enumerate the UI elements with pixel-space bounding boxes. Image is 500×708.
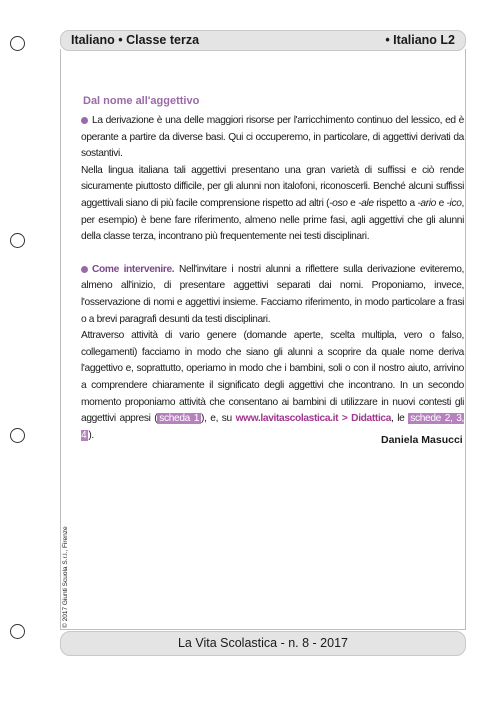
binder-hole <box>10 233 25 248</box>
binder-hole <box>10 36 25 51</box>
page-footer: La Vita Scolastica - n. 8 - 2017 <box>60 631 466 656</box>
article-body <box>81 113 464 444</box>
binder-hole <box>10 624 25 639</box>
header-section: • Italiano L2 <box>385 33 455 47</box>
page-header <box>60 30 466 51</box>
header-subject: Italiano • Classe terza <box>71 33 200 47</box>
link-schede-2-3-4[interactable]: schede 2, 3, 4 <box>81 413 465 441</box>
author-signature: Daniela Masucci <box>381 434 463 446</box>
bullet-icon <box>81 117 88 124</box>
bullet-icon <box>81 266 88 273</box>
copyright-notice: © 2017 Giunti Scuola S.r.l., Firenze <box>62 526 69 628</box>
binder-hole <box>10 428 25 443</box>
paragraph-2: Nella lingua italiana tali aggettivi presentano una gran varietà di suffissi e ciò rende sicuramente piuttosto difficile, per gli alunni non italofoni, riconoscerli. Benché alcuni suffissi aggettivali siano di più facile comprensione rispetto ad altri (-oso e -ale rispetto a -ario e -ico, per esempio) è bene fare riferimento, almeno nelle prime fasi, agli aggettivi che gli alunni della classe terza, incontrano più frequentemente nei testi disciplinari. <box>81 164 464 243</box>
paragraph-3: Come intervenire. Nell'invitare i nostri alunni a riflettere sulla derivazione eviteremo, almeno all'inizio, di presentare aggettivi separati dai nomi. Proponiamo, invece, l'osservazione di nomi e aggettivi insieme. Facciamo riferimento, in modo particolare a frasi o a brevi paragrafi desunti da testi disciplinari. <box>81 263 464 325</box>
website-link[interactable]: www.lavitascolastica.it > Didattica <box>235 413 392 425</box>
paragraph-4: Attraverso attività di vario genere (domande aperte, scelta multipla, vero o falso, collegamenti) facciamo in modo che siano gli alunni a scoprire da quale nome deriva l'aggettivo e, soprattutto, operiamo in modo che i bambini, soli o con il nostro aiuto, arrivino a comprendere chiaramente il significato degli aggettivi che incontrano. In un secondo momento proponiamo attività che consentano ai bambini di utilizzare in nuovi contesti gli aggettivi appresi ( scheda 1 ), e, su www.lavitascolastica.it > Didattica, le schede 2, 3, 4 ). <box>81 330 465 441</box>
link-scheda-1[interactable]: scheda 1 <box>159 413 200 425</box>
paragraph-1: La derivazione è una delle maggiori risorse per l'arricchimento continuo del lessico, ed è operante a partire da diverse basi. Qui ci occuperemo, in particolare, di aggettivi derivati da sostantivi. <box>81 115 464 160</box>
section-title: Dal nome all'aggettivo <box>83 95 200 107</box>
